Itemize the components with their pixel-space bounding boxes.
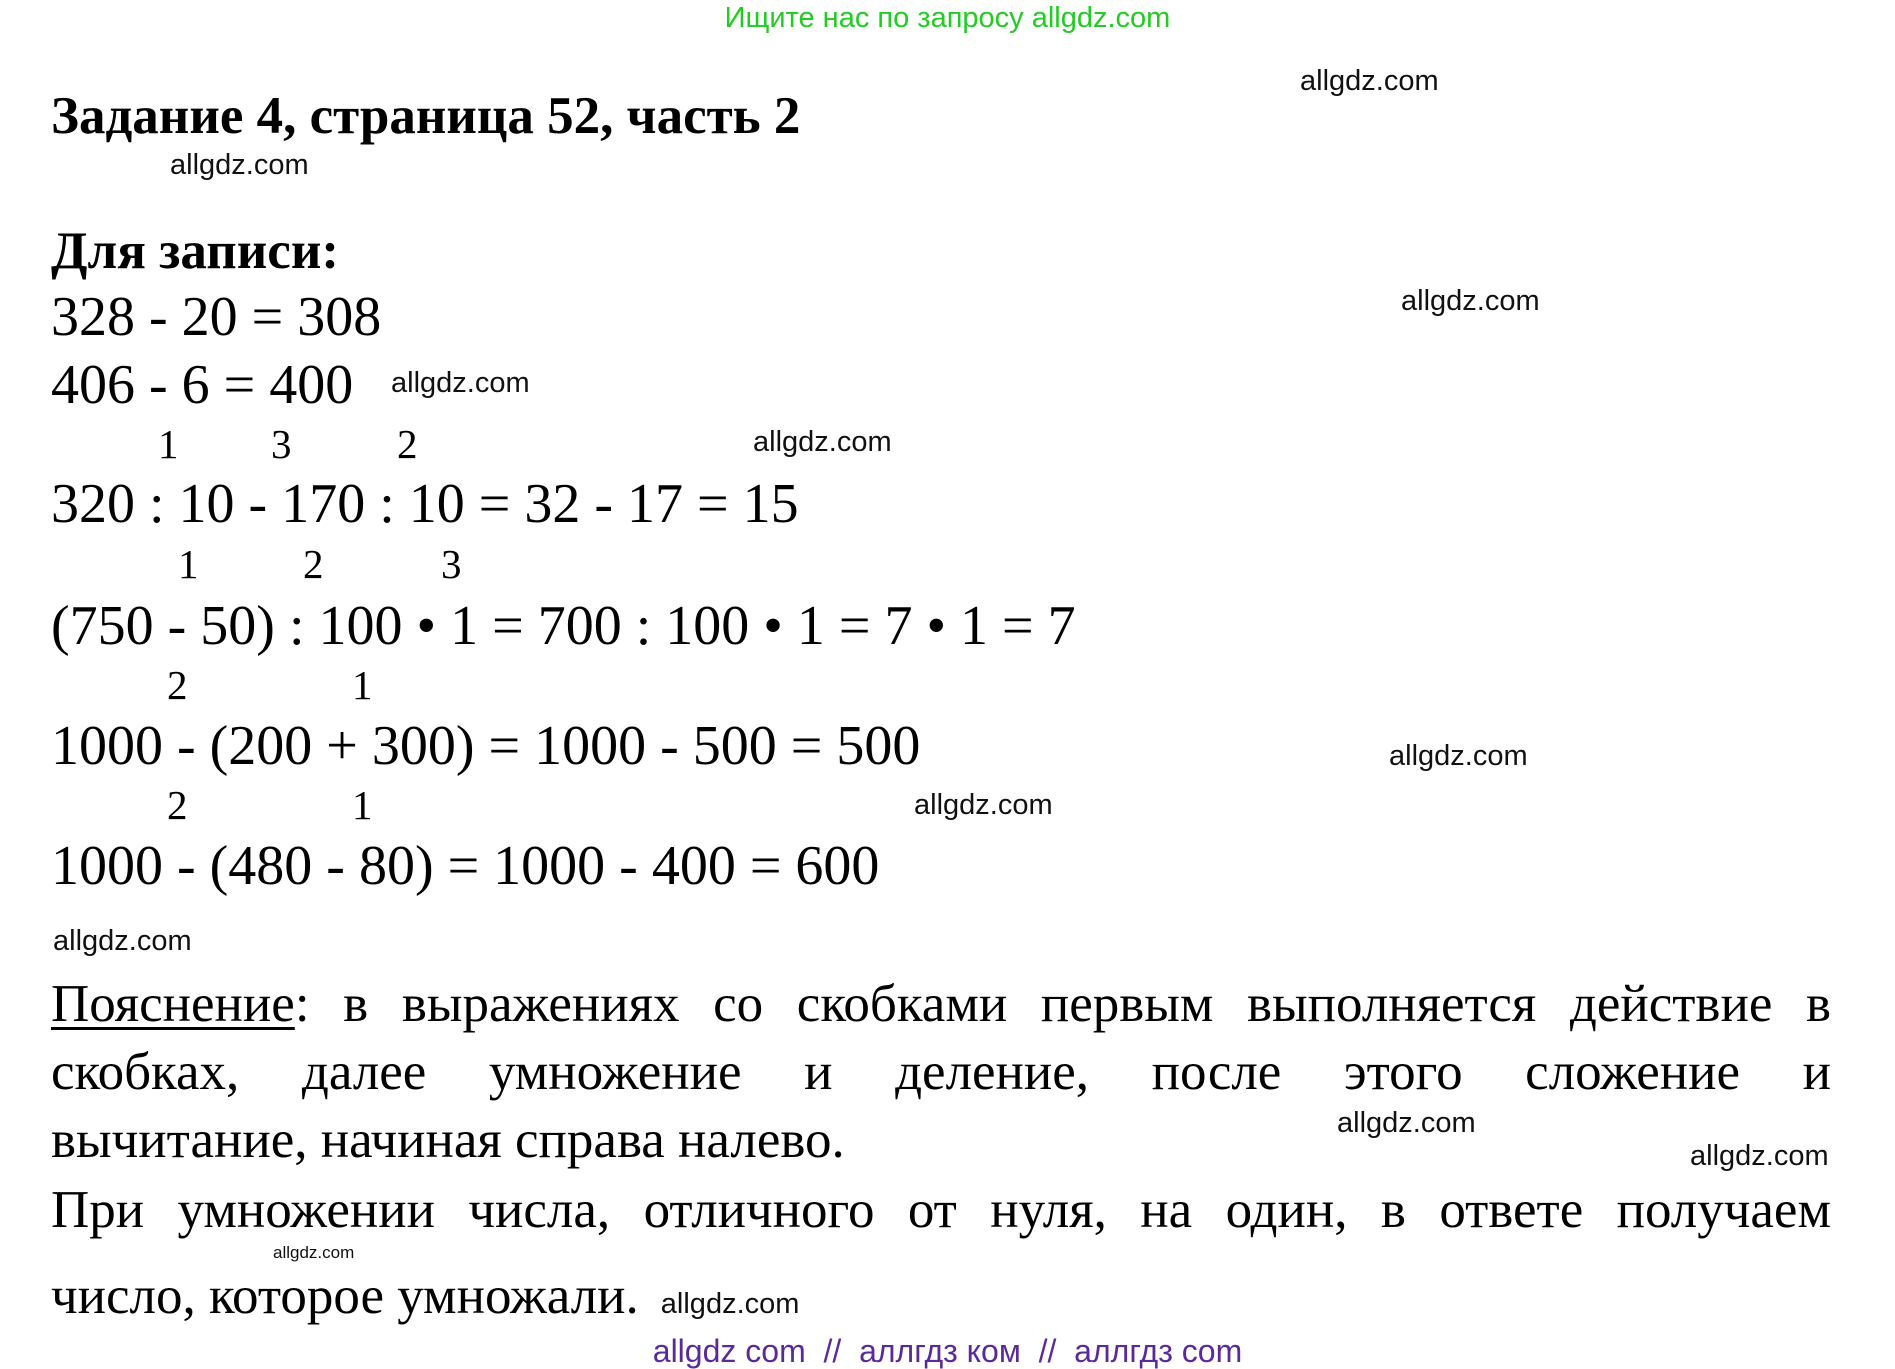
header-banner: Ищите нас по запросу allgdz.com: [724, 2, 1171, 34]
order-mark: 2: [397, 421, 418, 467]
watermark: allgdz.com: [53, 925, 192, 957]
order-mark: 2: [167, 662, 188, 708]
watermark: allgdz.com: [1300, 65, 1439, 97]
order-mark: 2: [303, 541, 324, 587]
line-spacer: [51, 1244, 1831, 1262]
explanation-line: скобках, далее умножение и деление, после этого сложение и: [51, 1043, 1831, 1101]
order-mark: 1: [158, 421, 179, 467]
watermark: allgdz.com: [914, 789, 1053, 821]
order-mark: 3: [271, 421, 292, 467]
watermark: allgdz.com: [273, 1243, 355, 1262]
order-mark: 1: [178, 541, 199, 587]
order-mark: 2: [167, 782, 188, 828]
equation-5: 1000 - (200 + 300) = 1000 - 500 = 500: [51, 715, 921, 777]
equation-6: 1000 - (480 - 80) = 1000 - 400 = 600: [51, 835, 880, 897]
watermark: allgdz.com: [1389, 740, 1528, 772]
explanation-line: [51, 970, 1831, 1038]
watermark: allgdz.com: [660, 1288, 800, 1320]
order-mark: 3: [441, 541, 462, 587]
section-heading: Для записи:: [51, 222, 340, 280]
note-text: число, которое умножали.: [51, 1267, 639, 1325]
explanation-label: Пояснение: [51, 975, 295, 1033]
equation-3: 320 : 10 - 170 : 10 = 32 - 17 = 15: [51, 473, 799, 535]
explanation-text: : в выражениях со скобками первым выполняется действие в: [294, 975, 1831, 1033]
watermark: allgdz.com: [1337, 1107, 1476, 1139]
note-line: При умножении числа, отличного от нуля, на один, в ответе получаем: [51, 1181, 1831, 1239]
order-mark: 1: [352, 782, 373, 828]
footer-banner: allgdz com // аллгдз ком // аллгдз com: [652, 1333, 1243, 1369]
watermark: allgdz.com: [753, 426, 892, 458]
equation-4: (750 - 50) : 100 • 1 = 700 : 100 • 1 = 7 • 1 = 7: [51, 595, 1076, 657]
note-paragraph: [51, 1176, 1831, 1338]
explanation-line: вычитание, начиная справа налево.: [51, 1111, 845, 1169]
watermark: allgdz.com: [1401, 285, 1540, 317]
explanation-paragraph: [51, 970, 1831, 1174]
equation-1: 328 - 20 = 308: [51, 286, 382, 348]
page-title: Задание 4, страница 52, часть 2: [51, 87, 801, 145]
note-line: [51, 1262, 799, 1338]
watermark: allgdz.com: [170, 149, 309, 181]
watermark: allgdz.com: [1690, 1140, 1829, 1172]
watermark: allgdz.com: [391, 367, 530, 399]
equation-2: 406 - 6 = 400: [51, 354, 354, 416]
order-mark: 1: [352, 662, 373, 708]
